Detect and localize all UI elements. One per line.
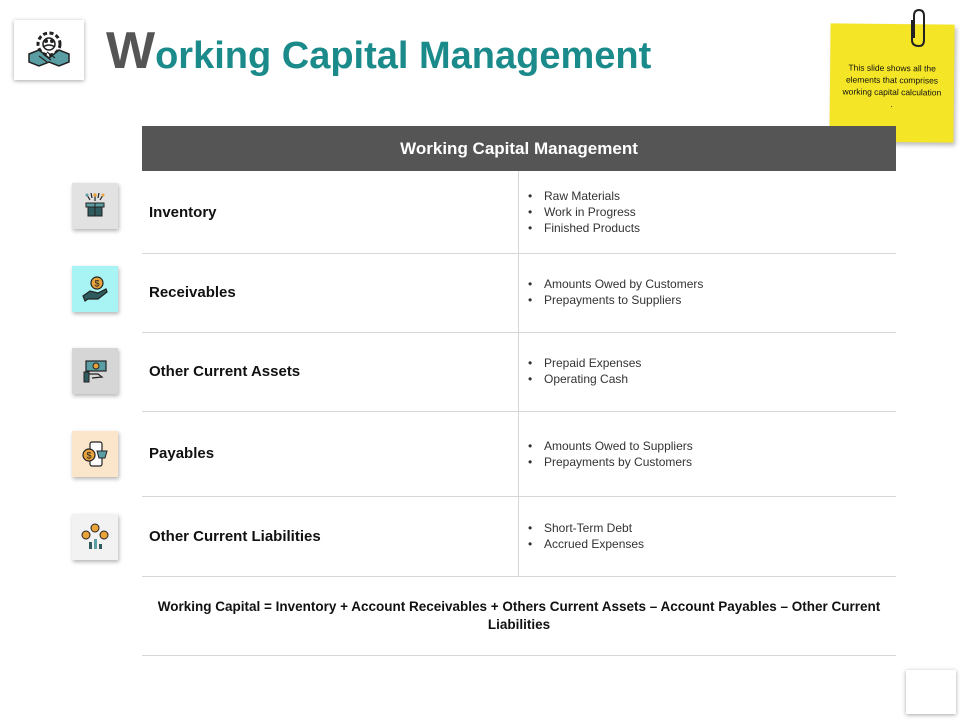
other-liabilities-items (526, 520, 644, 552)
list-item: • Amounts Owed to Suppliers (526, 438, 693, 454)
column-divider (518, 496, 519, 576)
hand-cash-icon (80, 356, 110, 386)
list-item: • Prepayments to Suppliers (526, 292, 703, 308)
working-capital-formula (142, 577, 896, 656)
row-label-payables: Payables (149, 445, 215, 462)
inventory-items (526, 188, 640, 236)
corner-placeholder-box (906, 670, 956, 714)
paperclip-icon (908, 8, 930, 48)
list-item: • Work in Progress (526, 204, 640, 220)
gift-box-icon (80, 191, 110, 221)
table-row (142, 332, 896, 412)
row-label-other-current-assets: Other Current Assets (149, 363, 301, 380)
title-first-letter: W (106, 22, 156, 80)
handshake-gear-icon (25, 28, 73, 72)
column-divider (518, 411, 519, 496)
hand-coin-icon (80, 274, 110, 304)
payables-icon-box (72, 431, 118, 477)
title-rest: orking Capital Management (155, 35, 652, 77)
list-item: • Amounts Owed by Customers (526, 276, 703, 292)
row-label-inventory: Inventory (149, 203, 217, 221)
inventory-icon-box (72, 183, 118, 229)
list-item: • Raw Materials (526, 188, 640, 204)
svg-text:$: $ (86, 450, 92, 461)
other-assets-icon-box (72, 348, 118, 394)
other-liabilities-icon-box (72, 514, 118, 560)
receivables-items (526, 276, 703, 308)
sticky-note (829, 23, 954, 142)
svg-text:$: $ (94, 278, 100, 289)
list-item: • Short-Term Debt (526, 520, 644, 536)
row-label-other-current-liabilities: Other Current Liabilities (149, 527, 321, 545)
list-item: • Prepayments by Customers (526, 454, 693, 470)
list-item: • Operating Cash (526, 371, 641, 387)
column-divider (518, 253, 519, 332)
receivables-icon-box (72, 266, 118, 312)
row-label-receivables: Receivables (149, 284, 236, 301)
sticky-note-text: This slide shows all the elements that comprises working capital calculation . (842, 62, 942, 110)
page-title (106, 16, 651, 91)
other-assets-items (526, 355, 641, 387)
table-row (142, 496, 896, 577)
handshake-logo (14, 20, 84, 80)
list-item: • Prepaid Expenses (526, 355, 641, 371)
formula-text: Working Capital = Inventory + Account Receivables + Others Current Assets – Account Payables – Other Current Liabilities (157, 599, 881, 632)
column-divider (518, 171, 519, 253)
table-row (142, 253, 896, 333)
column-divider (518, 332, 519, 411)
coin-chart-icon (80, 522, 110, 552)
table-row (142, 171, 896, 254)
list-item: • Accrued Expenses (526, 536, 644, 552)
table-row (142, 411, 896, 497)
mobile-payment-icon (80, 439, 110, 469)
list-item: • Finished Products (526, 220, 640, 236)
table-header: Working Capital Management (142, 126, 896, 171)
payables-items (526, 438, 693, 470)
